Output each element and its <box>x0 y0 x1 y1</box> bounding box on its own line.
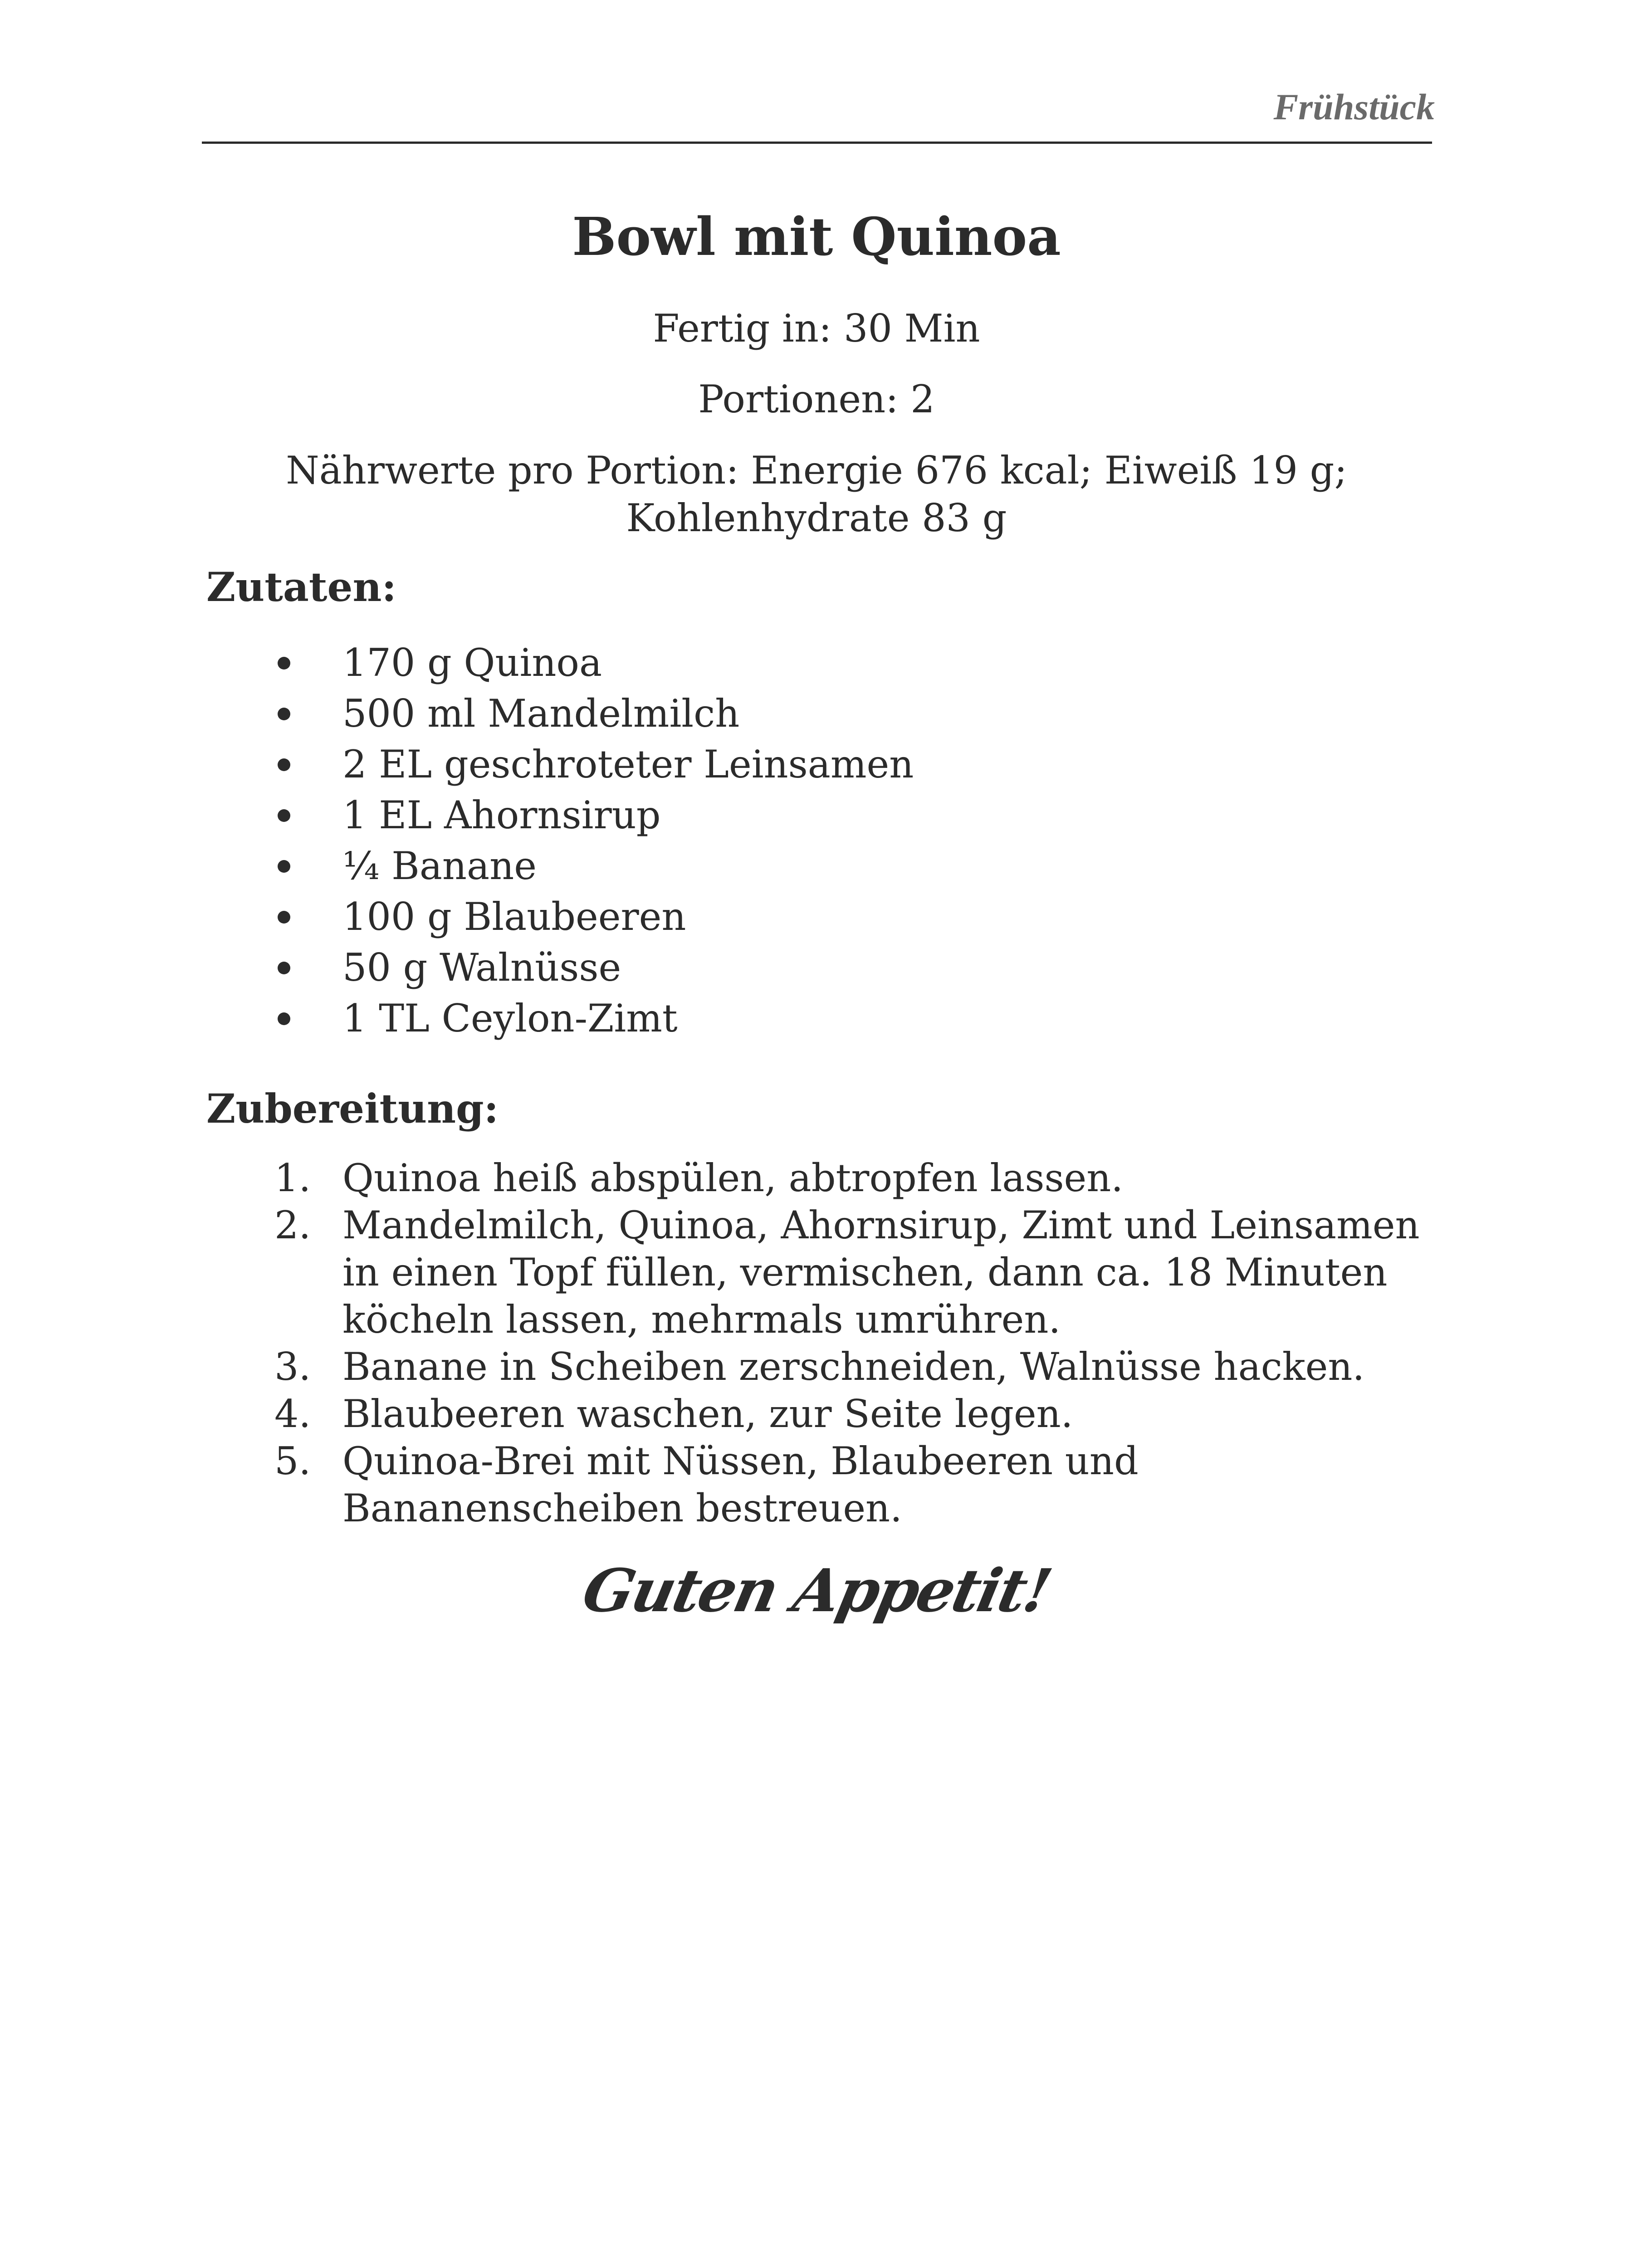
bullet-icon <box>278 708 290 720</box>
preparation-heading: Zubereitung: <box>206 1085 499 1132</box>
prep-time: Fertig in: 30 Min <box>653 306 980 351</box>
ingredient-text: 50 g Walnüsse <box>342 945 621 990</box>
list-item <box>206 637 914 688</box>
closing-note: Guten Appetit! <box>577 1556 1056 1625</box>
ingredients-list <box>206 637 914 1044</box>
bullet-icon <box>278 1012 290 1025</box>
nutrition-info <box>0 447 1633 542</box>
step-item <box>206 1437 1436 1532</box>
ingredient-text: 1 TL Ceylon-Zimt <box>342 996 678 1041</box>
bullet-icon <box>278 758 290 771</box>
step-number: 3. <box>274 1344 311 1389</box>
list-item <box>206 688 914 739</box>
step-number: 4. <box>274 1392 311 1436</box>
ingredients-heading: Zutaten: <box>206 563 396 611</box>
list-item <box>206 739 914 790</box>
step-number: 1. <box>274 1156 311 1200</box>
section-header: Frühstück <box>1273 86 1435 127</box>
step-item <box>206 1154 1436 1202</box>
step-item <box>206 1390 1436 1437</box>
bullet-icon <box>278 860 290 873</box>
list-item <box>206 993 914 1044</box>
ingredient-text: ¼ Banane <box>342 844 537 888</box>
ingredient-text: 2 EL geschroteter Leinsamen <box>342 742 914 787</box>
step-number: 5. <box>274 1439 311 1483</box>
ingredient-text: 100 g Blaubeeren <box>342 894 686 939</box>
bullet-icon <box>278 962 290 974</box>
recipe-title: Bowl mit Quinoa <box>572 206 1061 268</box>
step-text: Mandelmilch, Quinoa, Ahornsirup, Zimt und Leinsamen in einen Topf füllen, vermischen, dann ca. 18 Minuten köcheln lassen, mehrmals umrühren. <box>342 1203 1420 1342</box>
step-text: Banane in Scheiben zerschneiden, Walnüsse hacken. <box>342 1344 1365 1389</box>
step-number: 2. <box>274 1203 311 1247</box>
nutrition-line-1: Nährwerte pro Portion: Energie 676 kcal; Eiweiß 19 g; <box>286 448 1347 493</box>
list-item <box>206 841 914 891</box>
list-item <box>206 790 914 841</box>
preparation-steps <box>206 1154 1436 1532</box>
portions: Portionen: 2 <box>698 377 935 421</box>
step-text: Blaubeeren waschen, zur Seite legen. <box>342 1392 1073 1436</box>
list-item <box>206 891 914 942</box>
nutrition-line-2: Kohlenhydrate 83 g <box>626 496 1007 540</box>
ingredient-text: 170 g Quinoa <box>342 640 602 685</box>
bullet-icon <box>278 809 290 822</box>
header-rule <box>202 142 1432 144</box>
step-item <box>206 1343 1436 1390</box>
step-text: Quinoa heiß abspülen, abtropfen lassen. <box>342 1156 1124 1200</box>
step-item <box>206 1202 1436 1343</box>
ingredient-text: 1 EL Ahornsirup <box>342 793 661 837</box>
ingredient-text: 500 ml Mandelmilch <box>342 691 740 736</box>
bullet-icon <box>278 657 290 670</box>
list-item <box>206 942 914 993</box>
bullet-icon <box>278 911 290 924</box>
step-text: Quinoa-Brei mit Nüssen, Blaubeeren und Bananenscheiben bestreuen. <box>342 1439 1139 1530</box>
